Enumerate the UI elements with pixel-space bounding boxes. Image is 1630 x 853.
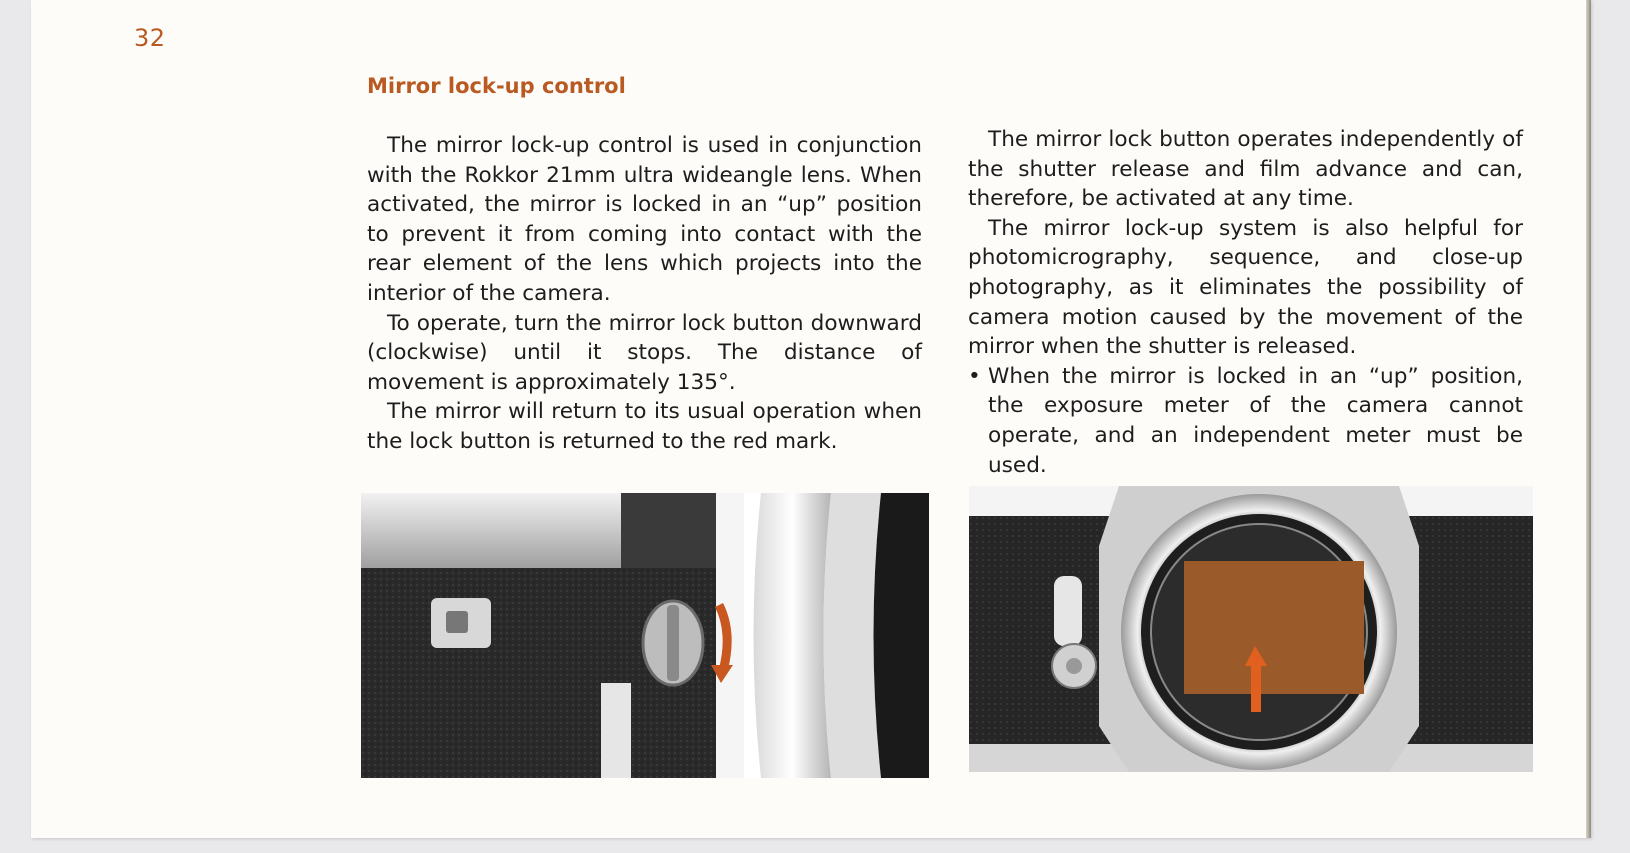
page-edge — [1586, 0, 1591, 838]
bullet-note — [968, 362, 1523, 480]
paragraph: To operate, turn the mirror lock button downward (clockwise) until it stops. The distance of movement is approximately 135°. — [367, 310, 922, 395]
page-number: 32 — [134, 24, 166, 52]
paragraph: The mirror lock-up system is also helpful for photomicrography, sequence, and close-up photography, as it eliminates the possibility of camera motion caused by the movement of the mirror when the shutter is released. — [968, 215, 1523, 360]
mirror-locked-up-photo — [969, 486, 1533, 772]
left-text-column — [367, 131, 922, 457]
bullet-text: When the mirror is locked in an “up” position, the exposure meter of the camera cannot operate, and an independent meter must be used. — [988, 363, 1523, 478]
paragraph: The mirror lock button operates independently of the shutter release and film advance and can, therefore, be activated at any time. — [968, 127, 1523, 212]
right-text-column — [968, 125, 1523, 480]
mirror-lock-button-photo — [361, 493, 929, 778]
manual-page — [31, 0, 1591, 838]
paragraph: The mirror will return to its usual operation when the lock button is returned to the red mark. — [367, 399, 922, 454]
paragraph: The mirror lock-up control is used in conjunction with the Rokkor 21mm ultra wideangle lens. When activated, the mirror is locked in an “up” position to prevent it from coming into contact with the rear element of the lens which projects into the interior of the camera. — [367, 133, 922, 306]
bullet-mark: • — [968, 363, 981, 389]
section-title: Mirror lock-up control — [367, 74, 626, 98]
